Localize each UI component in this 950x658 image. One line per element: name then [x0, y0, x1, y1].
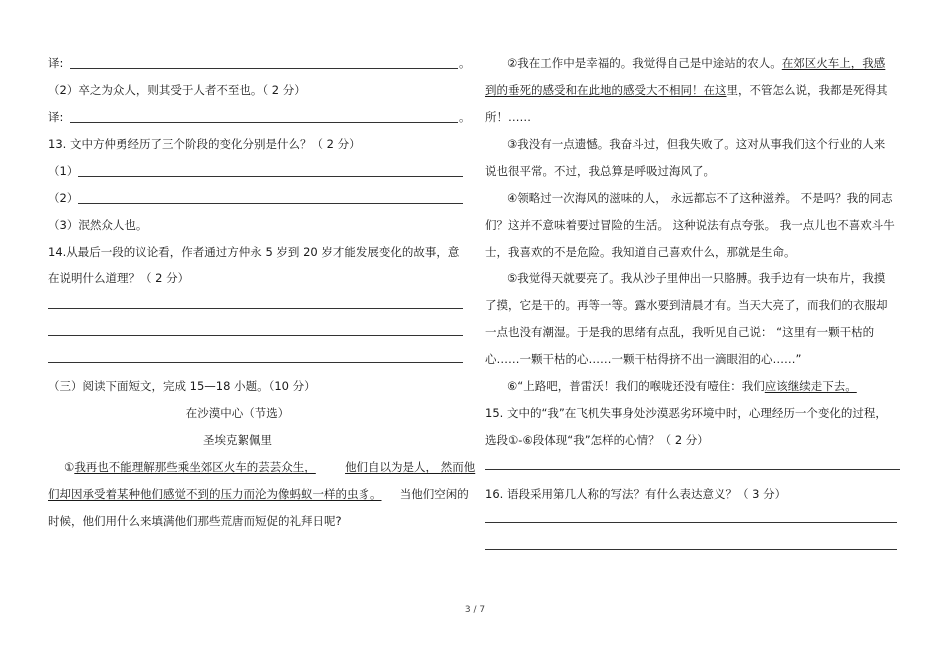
question-13: 13. 文中方仲勇经历了三个阶段的变化分别是什么？（ 2 分） [48, 137, 361, 151]
question-15-line-2: 选段①-⑥段体现“我”怎样的心情？（ 2 分） [485, 433, 709, 447]
paragraph-6-line-1 [507, 378, 857, 394]
paragraph-3-line-2: 说也很平常。不过，我总算是呼吸过海风了。 [485, 164, 715, 178]
question-15-line-1: 15. 文中的“我”在飞机失事身处沙漠恶劣环境中时，心理经历一个变化的过程， [485, 406, 887, 420]
paragraph-1-line-1 [64, 459, 475, 475]
question-14-line-2: 在说明什么道理？（ 2 分） [48, 271, 190, 285]
answer-line-16-1[interactable] [485, 522, 897, 523]
paragraph-1-underlined-3: 们却因承受着某种他们感觉不到的压力而沦为像蚂蚁一样的虫豸。 [48, 487, 382, 501]
paragraph-4-line-3: 士，我喜欢的不是危险。我知道自己喜欢什么，那就是生命。 [485, 245, 796, 259]
question-16: 16. 语段采用第几人称的写法？有什么表达意义？（ 3 分） [485, 487, 787, 501]
answer-line-13-2[interactable] [78, 203, 463, 204]
section-3-heading: （三）阅读下面短文，完成 15—18 小题。（10 分） [48, 379, 316, 393]
paragraph-1-marker: ① [64, 460, 75, 474]
paragraph-1-line-3: 时候，他们用什么来填满他们那些荒唐而短促的礼拜日呢? [48, 514, 342, 528]
passage-title: 在沙漠中心（节选） [185, 406, 290, 420]
paragraph-2-underlined-2: 到的垂死的感受和在此地的感受大不相同！在这 [485, 83, 727, 97]
paragraph-2-line-2-rest: 里，不管怎么说，我都是死得其 [726, 83, 888, 97]
paragraph-3-line-1: ③我没有一点遗憾。我奋斗过，但我失败了。这对从事我们这个行业的人来 [507, 137, 886, 151]
paragraph-2-text: ②我在工作中是幸福的。我觉得自己是中途站的农人。 [507, 56, 782, 70]
translation-label-2: 译: [48, 110, 64, 124]
question-13-item-2: （2） [48, 191, 79, 205]
paragraph-5-line-4: 心……一颗干枯的心……一颗干枯得挤不出一滴眼泪的心……” [485, 352, 802, 366]
paragraph-6-underlined: 应该继续走下去。 [764, 379, 857, 393]
paragraph-5-line-3: 一点也没有潮湿。于是我的思绪有点乱，我听见自己说： “这里有一颗干枯的 [485, 325, 875, 339]
paragraph-1-line-2 [48, 486, 469, 502]
question-sub-2: （2）卒之为众人，则其受于人者不至也。（ 2 分） [48, 83, 306, 97]
answer-line-translation-1[interactable] [70, 68, 458, 69]
paragraph-2-line-3: 所！…… [485, 110, 531, 124]
translation-end-2: 。 [459, 110, 471, 124]
paragraph-1-line-2-rest: 当他们空闲的 [381, 487, 469, 501]
paragraph-4-line-2: 们？这并不意味着要过冒险的生活。 这种说法有点夸张。 我一点儿也不喜欢斗牛 [485, 218, 895, 232]
question-14-line-1: 14.从最后一段的议论看，作者通过方仲永 5 岁到 20 岁才能发展变化的故事，意 [48, 245, 460, 259]
paragraph-1-underlined-2: 他们自以为是人， 然而他 [345, 460, 476, 474]
passage-author: 圣埃克絮佩里 [203, 433, 272, 447]
answer-line-14-3[interactable] [48, 362, 463, 363]
answer-line-13-1[interactable] [78, 176, 463, 177]
paragraph-1-underlined-1: 我再也不能理解那些乘坐郊区火车的芸芸众生， [74, 460, 316, 474]
paragraph-2-underlined-1: 在郊区火车上，我感 [781, 56, 886, 70]
translation-end-1: 。 [459, 56, 471, 70]
answer-line-14-2[interactable] [48, 335, 463, 336]
answer-line-15[interactable] [485, 469, 900, 470]
paragraph-1-gap [316, 460, 345, 474]
page-number: 3 / 7 [464, 605, 486, 615]
answer-line-translation-2[interactable] [70, 122, 458, 123]
answer-line-14-1[interactable] [48, 308, 463, 309]
paragraph-2-line-2 [485, 82, 888, 98]
translation-label-1: 译: [48, 56, 64, 70]
paragraph-5-line-1: ⑤我觉得天就要亮了。我从沙子里伸出一只胳膊。我手边有一块布片，我摸 [507, 271, 886, 285]
question-13-item-3: （3）泯然众人也。 [48, 218, 148, 232]
paragraph-4-line-1: ④领略过一次海风的滋味的人， 永远都忘不了这种滋养。 不是吗？我的同志 [507, 191, 893, 205]
answer-line-16-2[interactable] [485, 549, 897, 550]
paragraph-5-line-2: 了摸，它是干的。再等一等。露水要到清晨才有。当天大亮了，而我们的衣服却 [485, 298, 888, 312]
paragraph-2-line-1 [507, 55, 885, 71]
paragraph-6-text: ⑥“上路吧，普雷沃！我们的喉咙还没有噎住：我们 [507, 379, 765, 393]
question-13-item-1: （1） [48, 164, 79, 178]
